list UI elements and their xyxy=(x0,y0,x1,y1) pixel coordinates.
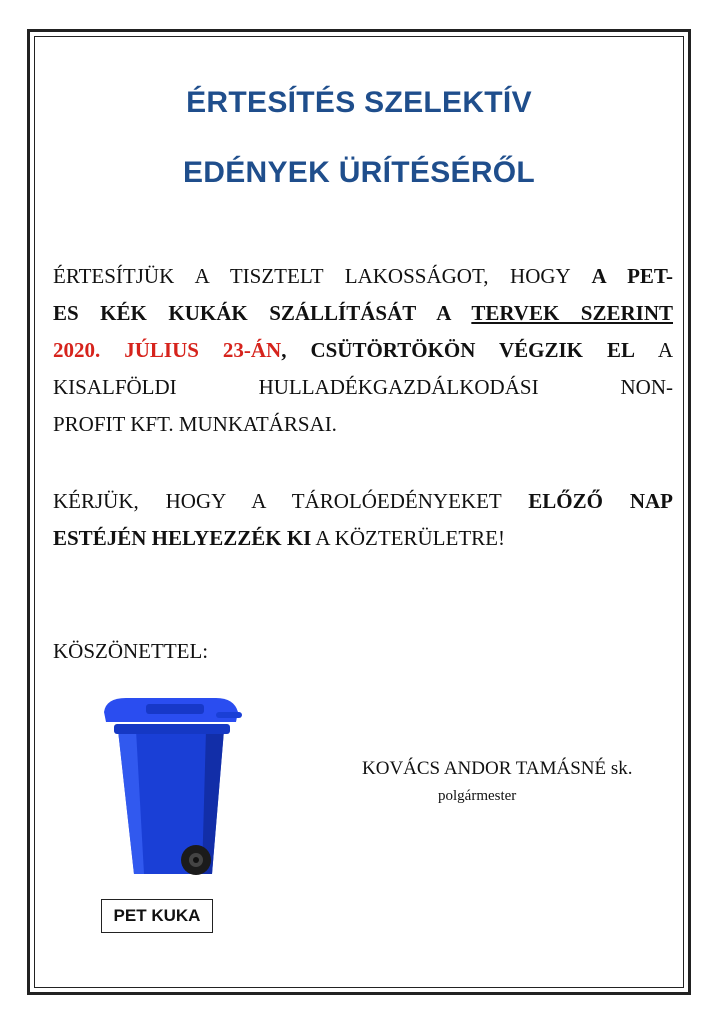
notice-line-2 xyxy=(53,295,673,332)
closing-text: KÖSZÖNETTEL: xyxy=(53,639,209,663)
notice-text: ÉRTESÍTJÜK A TISZTELT LAKOSSÁGOT, HOGY xyxy=(53,264,592,288)
request-text: A KÖZTERÜLETRE! xyxy=(311,526,505,550)
notice-text: A xyxy=(635,338,673,362)
signer-role: polgármester xyxy=(438,788,517,804)
notice-date: 2020. JÚLIUS 23-ÁN xyxy=(53,338,282,362)
notice-text: KISALFÖLDI HULLADÉKGAZDÁLKODÁSI NON- xyxy=(53,375,673,399)
blue-bin-image xyxy=(96,690,246,885)
title-line-2: EDÉNYEK ÜRÍTÉSÉRŐL xyxy=(182,156,536,189)
signer-name: KOVÁCS ANDOR TAMÁSNÉ sk. xyxy=(362,758,633,779)
notice-bold: A PET- xyxy=(591,264,673,288)
request-bold: ESTÉJÉN HELYEZZÉK KI xyxy=(53,526,312,550)
notice-bold: ES KÉK KUKÁK SZÁLLÍTÁSÁT A xyxy=(53,301,472,325)
notice-line-3 xyxy=(53,332,673,369)
notice-paragraph xyxy=(53,258,673,443)
request-paragraph xyxy=(53,483,673,557)
request-line-1 xyxy=(53,483,673,520)
notice-line-5 xyxy=(53,406,673,443)
request-text: KÉRJÜK, HOGY A TÁROLÓEDÉNYEKET xyxy=(53,489,529,513)
notice-line-1 xyxy=(53,258,673,295)
request-line-2 xyxy=(53,520,673,557)
notice-underlined: TERVEK SZERINT xyxy=(471,301,673,325)
notice-bold: , CSÜTÖRTÖKÖN VÉGZIK EL xyxy=(281,338,636,362)
title-line-1: ÉRTESÍTÉS SZELEKTÍV xyxy=(186,86,532,119)
bin-label: PET KUKA xyxy=(101,899,213,933)
request-bold: ELŐZŐ NAP xyxy=(528,489,673,513)
notice-text: PROFIT KFT. MUNKATÁRSAI. xyxy=(53,412,337,436)
notice-line-4 xyxy=(53,369,673,406)
